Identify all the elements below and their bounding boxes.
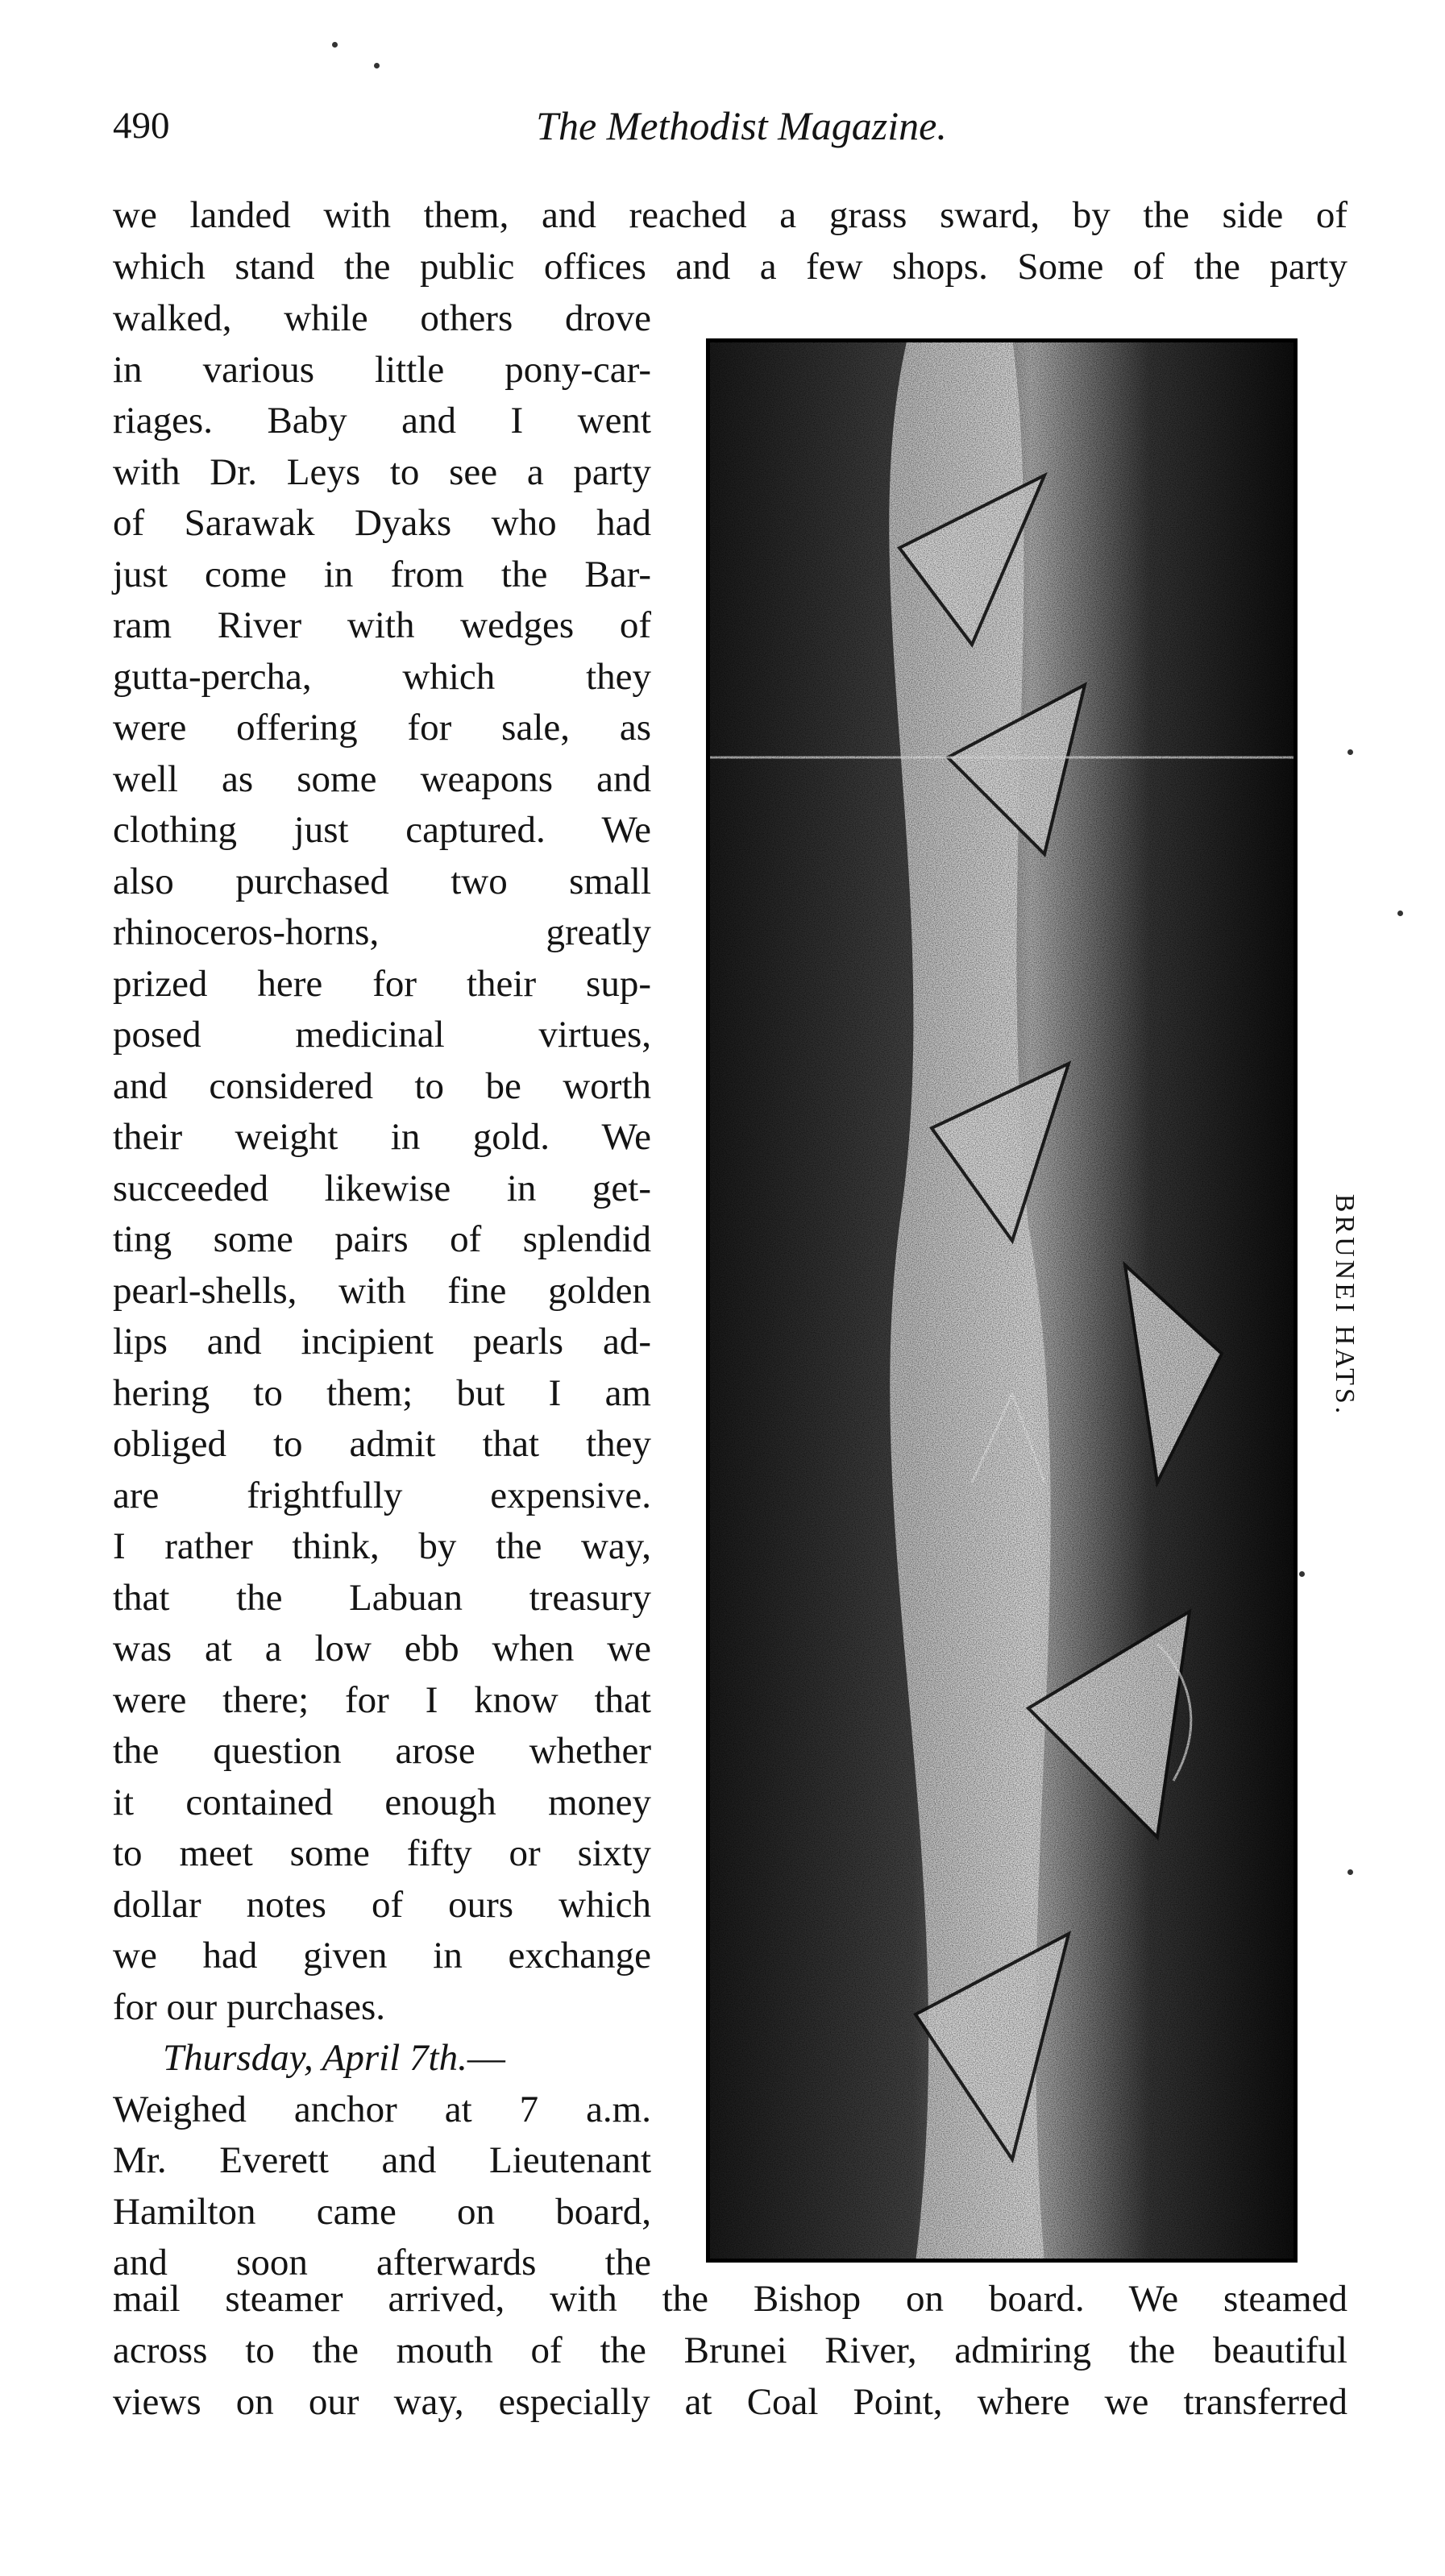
column-line: are frightfully expensive. (113, 1474, 651, 1516)
column-line: pearl-shells, with fine golden (113, 1269, 651, 1312)
column-line: of Sarawak Dyaks who had (113, 502, 651, 544)
column-line: and soon afterwards the (113, 2242, 651, 2284)
print-speck (1347, 1869, 1353, 1875)
column-line: succeeded likewise in get- (113, 1167, 651, 1209)
column-line: Hamilton came on board, (113, 2190, 651, 2233)
column-line: posed medicinal virtues, (113, 1014, 651, 1056)
print-speck (332, 42, 338, 48)
column-line: Weighed anchor at 7 a.m. (113, 2088, 651, 2130)
print-speck (1347, 749, 1353, 755)
entry-date: Thursday, April 7th. (163, 2037, 467, 2079)
column-line: it contained enough money (113, 1781, 651, 1823)
column-line: hering to them; but I am (113, 1371, 651, 1414)
entry-dash: — (467, 2037, 505, 2079)
page-number: 490 (113, 105, 170, 147)
column-line: ting some pairs of splendid (113, 1218, 651, 1260)
column-line: the question arose whether (113, 1730, 651, 1772)
column-line: in various little pony-car- (113, 348, 651, 391)
column-line: I rather think, by the way, (113, 1525, 651, 1567)
column-line: clothing just captured. We (113, 809, 651, 851)
column-line: lips and incipient pearls ad- (113, 1321, 651, 1363)
column-line: to meet some fifty or sixty (113, 1832, 651, 1874)
column-line: and considered to be worth (113, 1064, 651, 1107)
column-line: were there; for I know that (113, 1678, 651, 1721)
column-line: we had given in exchange (113, 1935, 651, 1977)
column-line: gutta-percha, which they (113, 655, 651, 698)
column-line: just come in from the Bar- (113, 553, 651, 595)
column-line: prized here for their sup- (113, 962, 651, 1005)
body-line: we landed with them, and reached a grass sward, by the side of (113, 194, 1347, 236)
dated-entry-line (113, 2033, 651, 2084)
wrapped-text-column (113, 293, 651, 2289)
column-line: walked, while others drove (113, 297, 651, 339)
figure-caption-text: BRUNEI HATS. (1330, 1193, 1360, 1417)
engraving-image (706, 338, 1298, 2263)
body-line: across to the mouth of the Brunei River, admiring the beautiful (113, 2329, 1347, 2371)
column-line: riages. Baby and I went (113, 400, 651, 442)
column-line: with Dr. Leys to see a party (113, 450, 651, 493)
column-line: well as some weapons and (113, 757, 651, 800)
running-head: The Methodist Magazine. (536, 103, 947, 148)
body-line: which stand the public offices and a few shops. Some of the party (113, 246, 1347, 288)
print-speck (1397, 911, 1403, 916)
column-line: their weight in gold. We (113, 1116, 651, 1158)
column-line: rhinoceros-horns, greatly (113, 911, 651, 953)
brunei-hats-engraving (706, 338, 1298, 2263)
column-line: dollar notes of ours which (113, 1883, 651, 1926)
body-line: views on our way, especially at Coal Point, where we transferred (113, 2381, 1347, 2423)
column-line: obliged to admit that they (113, 1423, 651, 1465)
column-line: that the Labuan treasury (113, 1576, 651, 1619)
paragraph-end-line: for our purchases. (113, 1985, 386, 2028)
print-speck (374, 63, 380, 68)
print-speck (1299, 1571, 1305, 1577)
column-line: ram River with wedges of (113, 604, 651, 646)
column-line: were offering for sale, as (113, 707, 651, 749)
column-line: was at a low ebb when we (113, 1628, 651, 1670)
column-line: also purchased two small (113, 860, 651, 902)
figure-caption (1320, 1193, 1368, 1418)
body-line: mail steamer arrived, with the Bishop on board. We steamed (113, 2278, 1347, 2320)
column-line: Mr. Everett and Lieutenant (113, 2139, 651, 2181)
